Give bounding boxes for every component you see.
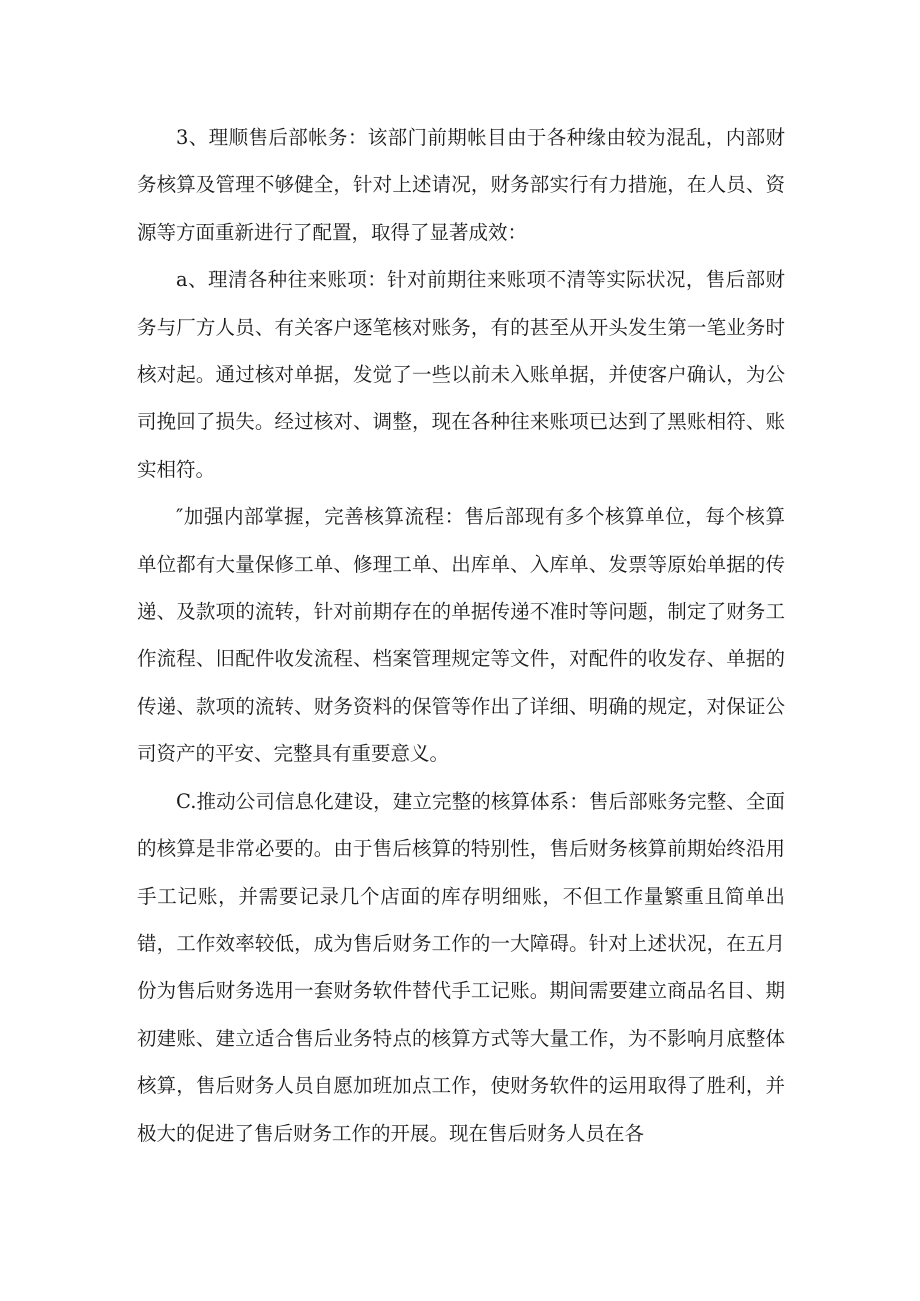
paragraph-internal-control: ″加强内部掌握，完善核算流程：售后部现有多个核算单位，每个核算单位都有大量保修工单、修理工单、出库单、入库单、发票等原始单据的传递、及款项的流转，针对前期存在的单据传递不准时等问题，制定了财务工作流程、旧配件收发流程、档案管理规定等文件，对配件的收发存、单据的传递、款项的流转、财务资料的保管等作出了详细、明确的规定，对保证公司资产的平安、完整具有重要意义。	[137, 505, 785, 766]
paragraph-informatization: C.推动公司信息化建设，建立完整的核算体系：售后部账务完整、全面的核算是非常必要的。由于售后核算的特别性，售后财务核算前期始终沿用手工记账，并需要记录几个店面的库存明细账，不但工作量繁重且简单出错，工作效率较低，成为售后财务工作的一大障碍。针对上述状况，在五月份为售后财务选用一套财务软件替代手工记账。期间需要建立商品名目、期初建账、建立适合售后业务特点的核算方式等大量工作，为不影响月底整体核算，售后财务人员自愿加班加点工作，使财务软件的运用取得了胜利，并极大的促进了售后财务工作的开展。现在售后财务人员在各	[137, 789, 785, 1145]
paragraph-clear-receivables: a、理清各种往来账项：针对前期往来账项不清等实际状况，售后部财务与厂方人员、有关客户逐笔核对账务，有的甚至从开头发生第一笔业务时核对起。通过核对单据，发觉了一些以前未入账单据，并使客户确认，为公司挽回了损失。经过核对、调整，现在各种往来账项已达到了黑账相符、账实相符。	[137, 268, 785, 481]
paragraph-accounts-sorting: 3、理顺售后部帐务：该部门前期帐目由于各种缘由较为混乱，内部财务核算及管理不够健全，针对上述请况，财务部实行有力措施，在人员、资源等方面重新进行了配置，取得了显著成效：	[137, 126, 785, 244]
document-body	[137, 114, 785, 1157]
